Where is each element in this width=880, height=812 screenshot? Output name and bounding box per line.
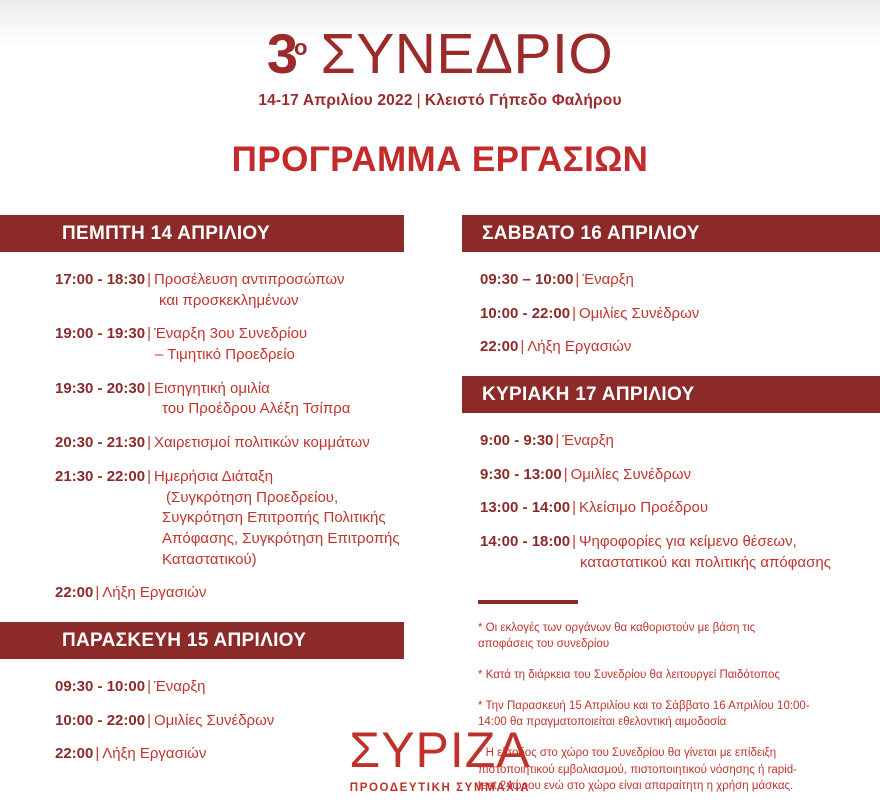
- day-header-thursday: ΠΕΜΠΤΗ 14 ΑΠΡΙΛΙΟΥ: [0, 215, 404, 252]
- item-description: Κλείσιμο Προέδρου: [578, 499, 709, 517]
- item-description: Έναρξη: [153, 677, 206, 695]
- item-time: 17:00 - 18:30: [55, 271, 146, 288]
- day-section-sunday: [462, 376, 880, 573]
- item-time: 19:00 - 19:30: [55, 325, 146, 343]
- item-description-cont: και προσκεκλημένων: [159, 291, 299, 309]
- congress-edition-number: 3: [266, 22, 297, 85]
- item-time: 22:00: [55, 745, 94, 763]
- item-description-cont: Συγκρότηση Επιτροπής Πολιτικής: [162, 509, 386, 527]
- item-description-cont: Καταστατικού): [162, 550, 257, 568]
- schedule-item: [55, 270, 404, 311]
- schedule-item: [55, 324, 404, 365]
- item-time: 9:30 - 13:00: [480, 465, 562, 483]
- schedule-item: [55, 433, 404, 454]
- congress-logo: [266, 22, 614, 86]
- event-dates: 14-17 Απριλίου 2022: [258, 92, 413, 109]
- item-description-cont: καταστατικού και πολιτικής απόφασης: [580, 553, 831, 571]
- page-title: ΠΡΟΓΡΑΜΜΑ ΕΡΓΑΣΙΩΝ: [231, 140, 649, 179]
- syriza-logo-wordmark: ΣΥΡΙΖΑ: [349, 722, 531, 778]
- schedule-item: [480, 304, 880, 325]
- item-description: Χαιρετισμοί πολιτικών κομμάτων: [153, 434, 370, 452]
- day-header-sunday: ΚΥΡΙΑΚΗ 17 ΑΠΡΙΛΙΟΥ: [462, 376, 880, 413]
- schedule-item: [480, 498, 880, 519]
- day-header-friday: ΠΑΡΑΣΚΕΥΗ 15 ΑΠΡΙΛΙΟΥ: [0, 622, 404, 659]
- item-time: 13:00 - 14:00: [480, 499, 571, 517]
- item-separator: |: [147, 467, 151, 485]
- item-time: 19:30 - 20:30: [55, 379, 146, 397]
- schedule-item: [480, 532, 880, 573]
- item-separator: |: [147, 379, 151, 397]
- congress-word: ΣΥΝΕΔΡΙΟ: [320, 22, 614, 86]
- item-description: Ομιλίες Συνέδρων: [570, 465, 691, 483]
- item-time: 22:00: [55, 584, 94, 602]
- day-items-thursday: [0, 252, 404, 604]
- schedule-item: [55, 379, 404, 420]
- item-description: Ομιλίες Συνέδρων: [578, 304, 700, 322]
- item-time: 9:00 - 9:30: [480, 432, 554, 450]
- item-description: Ημερήσια Διάταξη: [153, 467, 274, 485]
- item-description-cont: (Συγκρότηση Προεδρείου,: [166, 488, 339, 506]
- subtitle-separator: |: [416, 92, 421, 109]
- item-separator: |: [95, 584, 100, 602]
- schedule-column-right: [462, 215, 880, 809]
- item-separator: |: [563, 465, 568, 483]
- item-time: 10:00 - 22:00: [480, 304, 571, 322]
- item-time: 09:30 - 10:00: [55, 677, 146, 695]
- footer: [0, 722, 880, 794]
- item-separator: |: [147, 711, 151, 729]
- item-description: Ομιλίες Συνέδρων: [153, 711, 275, 729]
- item-time: 10:00 - 22:00: [55, 711, 146, 729]
- item-description: Λήξη Εργασιών: [102, 584, 207, 602]
- note-item: * Κατά τη διάρκεια του Συνεδρίου θα λειτουργεί Παιδότοπος: [478, 668, 780, 681]
- item-description: Εισηγητική ομιλία: [153, 379, 270, 397]
- item-separator: |: [147, 325, 151, 343]
- item-time: 09:30 – 10:00: [480, 271, 574, 288]
- item-time: 21:30 - 22:00: [55, 467, 146, 485]
- schedule-item: [55, 677, 404, 698]
- item-separator: |: [520, 338, 525, 356]
- item-description: Έναρξη: [582, 271, 634, 288]
- item-description-cont: – Τιμητικό Προεδρείο: [155, 346, 295, 364]
- day-section-saturday: [462, 215, 880, 358]
- event-subtitle: [0, 92, 880, 110]
- item-description: Προσέλευση αντιπροσώπων: [153, 271, 345, 288]
- masthead: [0, 0, 880, 110]
- item-description-cont: Απόφασης, Συγκρότηση Επιτροπής: [162, 529, 400, 547]
- schedule-item: [480, 465, 880, 486]
- item-separator: |: [555, 432, 560, 450]
- schedule-item: [55, 467, 404, 570]
- schedule-item: [480, 431, 880, 452]
- item-description-cont: του Προέδρου Αλέξη Τσίπρα: [162, 400, 351, 418]
- schedule-column-left: [0, 215, 404, 778]
- notes-divider: [478, 600, 578, 604]
- note-item: * Η είσοδος στο χώρο του Συνεδρίου θα γίνεται με επίδειξη πιστοποιητικού εμβολιασμού, πιστοποιητικού νόσησης ή rapid-test 24ώρου ενώ στο χώρο είναι απαραίτητη η χρήση μάσκας.: [478, 746, 797, 793]
- item-separator: |: [572, 499, 576, 517]
- item-time: 22:00: [480, 338, 519, 356]
- item-separator: |: [575, 271, 580, 288]
- day-section-thursday: [0, 215, 404, 604]
- item-description: Έναρξη: [562, 432, 614, 450]
- item-separator: |: [147, 271, 151, 288]
- day-header-saturday: ΣΑΒΒΑΤΟ 16 ΑΠΡΙΛΙΟΥ: [462, 215, 880, 252]
- schedule-item: [480, 270, 880, 291]
- note-item: * Οι εκλογές των οργάνων θα καθοριστούν με βάση τις αποφάσεις του συνεδρίου: [478, 621, 756, 651]
- day-items-sunday: [462, 413, 880, 573]
- syriza-logo-tagline: ΠΡΟΟΔΕΥΤΙΚΗ ΣΥΜΜΑΧΙΑ: [349, 782, 531, 794]
- item-separator: |: [147, 434, 151, 452]
- item-separator: |: [95, 745, 100, 763]
- item-description: Λήξη Εργασιών: [527, 338, 632, 356]
- day-items-saturday: [462, 252, 880, 358]
- item-separator: |: [572, 304, 576, 322]
- schedule-item: [55, 583, 404, 604]
- event-venue: Κλειστό Γήπεδο Φαλήρου: [424, 92, 622, 109]
- item-time: 20:30 - 21:30: [55, 434, 146, 452]
- note-item: * Την Παρασκευή 15 Απριλίου και το Σάββατο 16 Απριλίου 10:00-14:00 θα πραγματοποιείται εθελοντική αιμοδοσία: [478, 699, 810, 729]
- item-separator: |: [147, 677, 151, 695]
- item-description: Λήξη Εργασιών: [102, 745, 207, 763]
- item-separator: |: [572, 533, 576, 551]
- schedule-item: [480, 337, 880, 358]
- item-description: Έναρξη 3ου Συνεδρίου: [153, 325, 308, 343]
- congress-edition-ordinal: ο: [294, 34, 308, 60]
- item-time: 14:00 - 18:00: [480, 533, 571, 551]
- item-description: Ψηφοφορίες για κείμενο θέσεων,: [578, 533, 797, 551]
